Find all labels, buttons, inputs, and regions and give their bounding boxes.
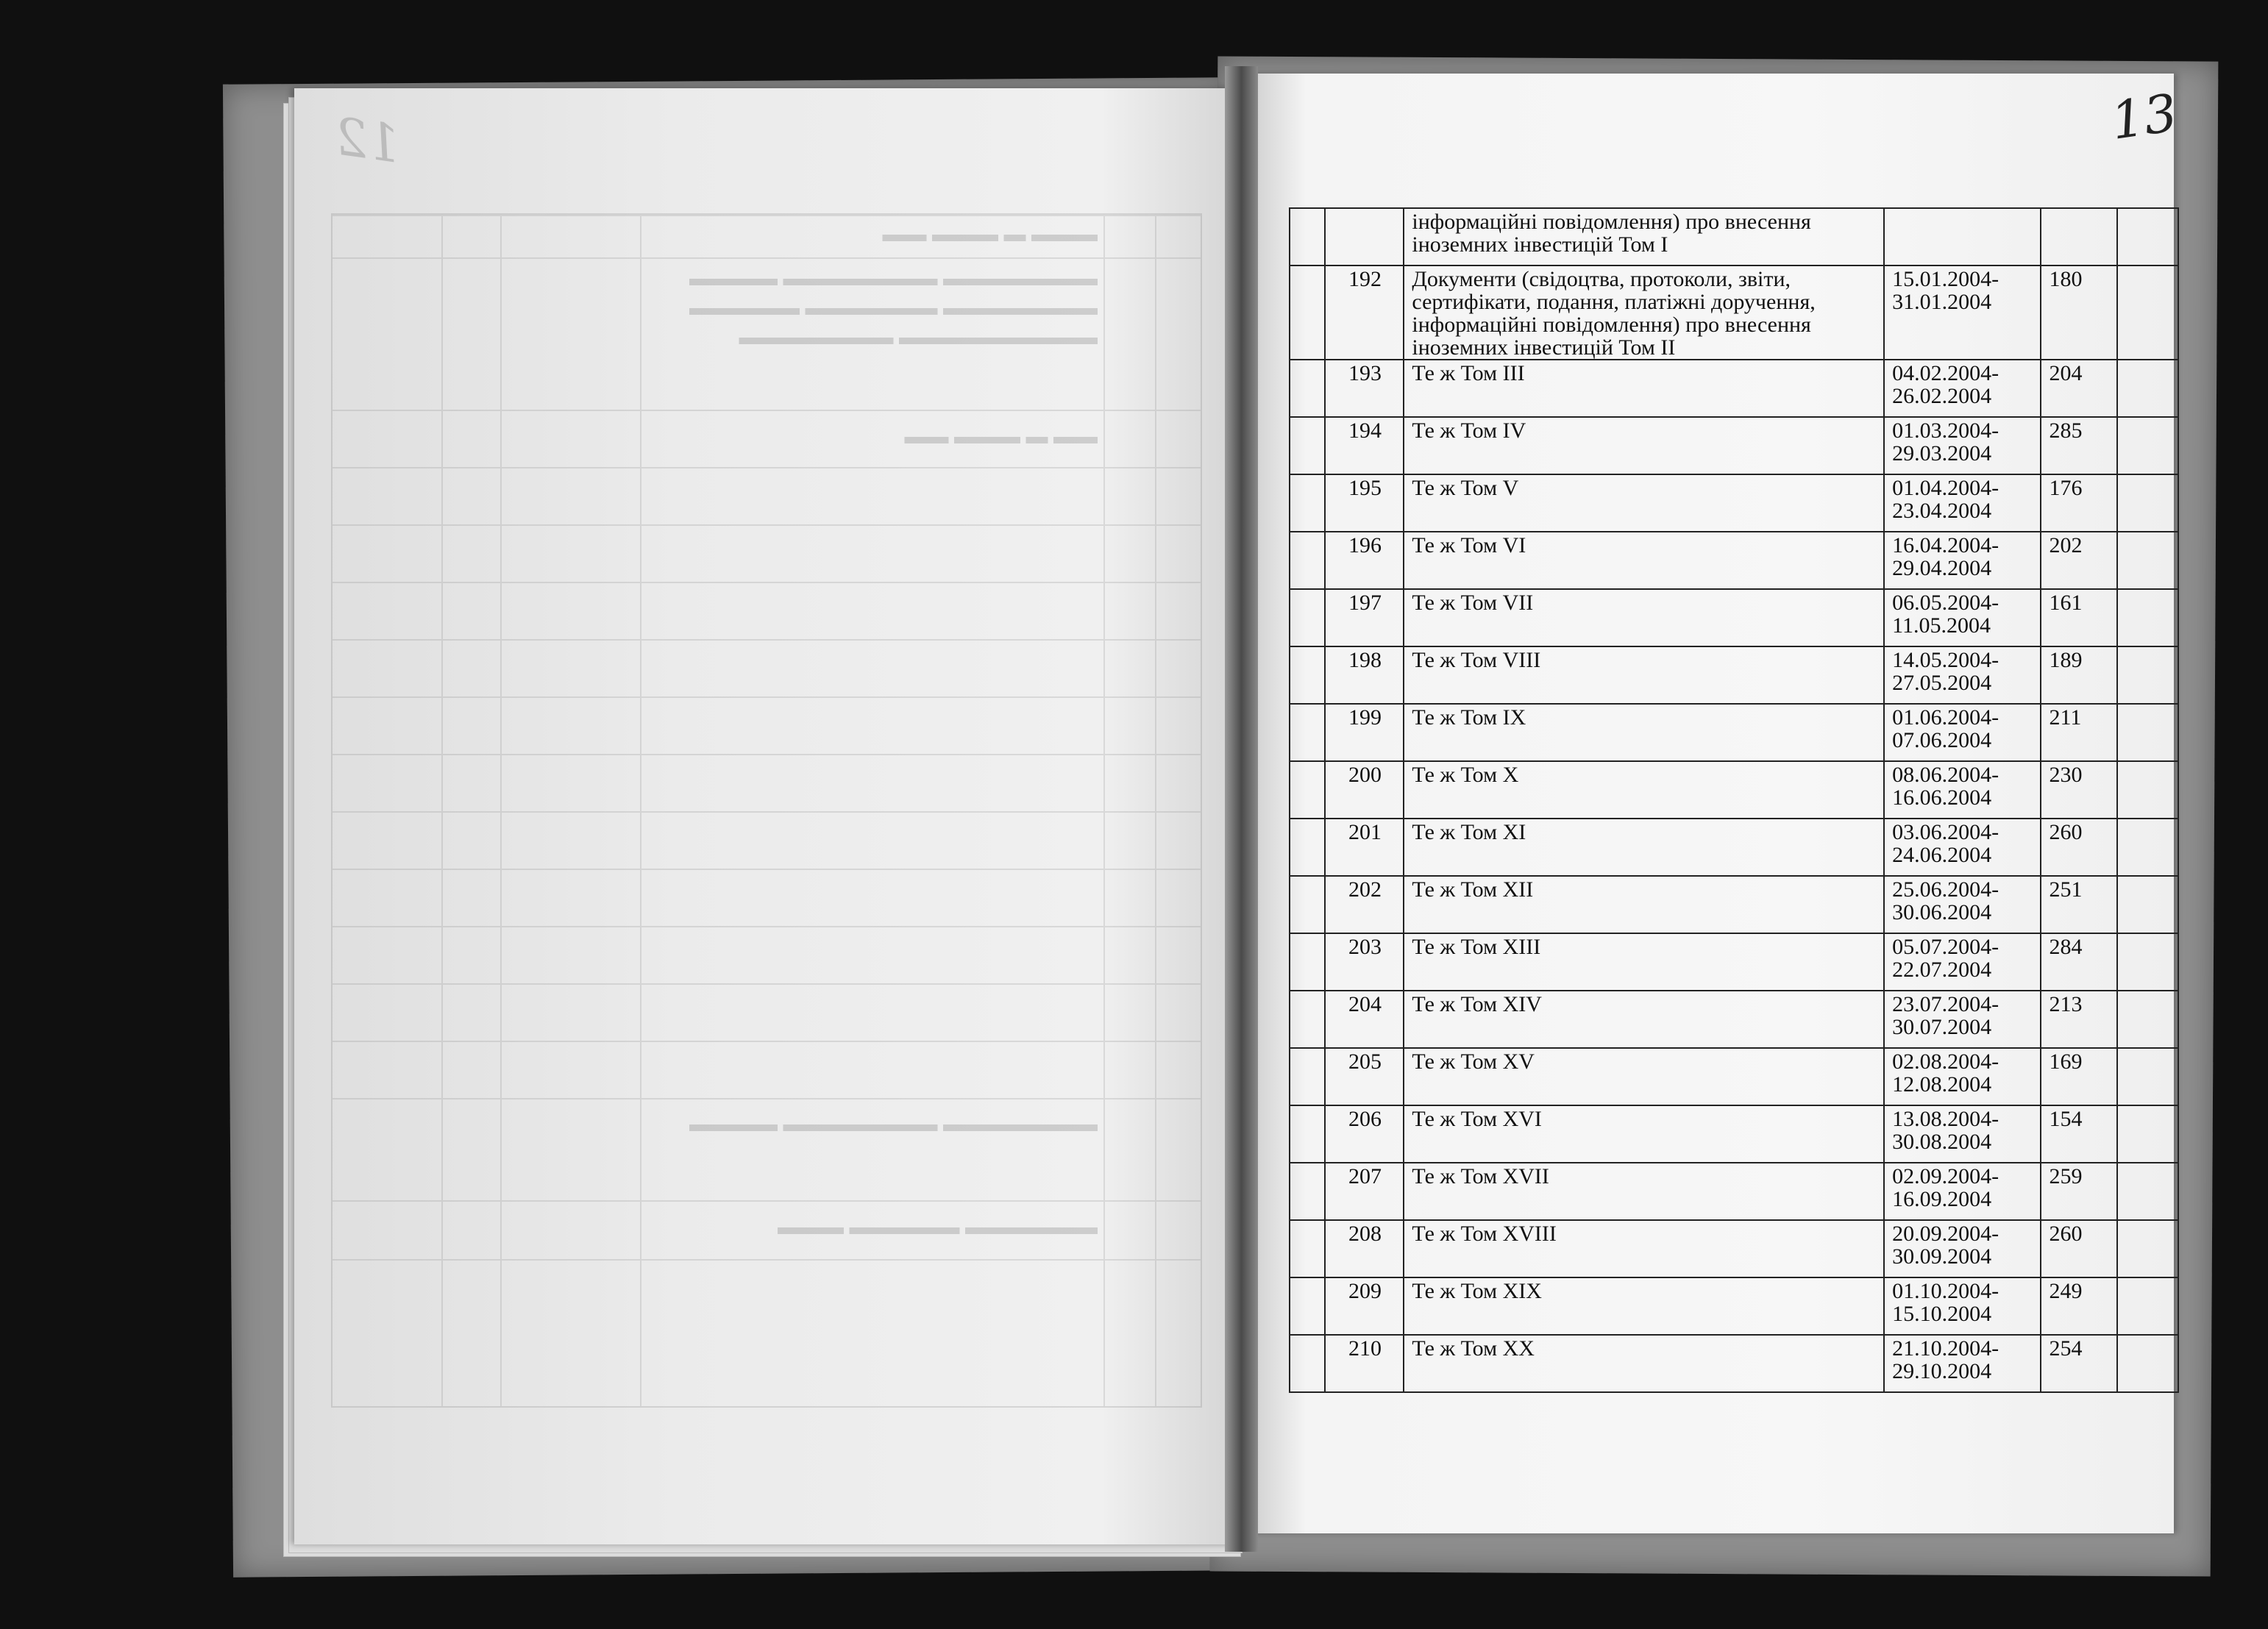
row-margin-cell: [1290, 1105, 1325, 1163]
row-description: Те ж Том XI: [1404, 819, 1884, 876]
row-notes-cell: [2117, 265, 2178, 360]
row-description: Те ж Том XVIII: [1404, 1220, 1884, 1277]
row-notes-cell: [2117, 208, 2178, 265]
table-row: [1290, 532, 2178, 589]
row-notes-cell: [2117, 1277, 2178, 1335]
row-page-count: 251: [2041, 876, 2117, 933]
row-page-count: 204: [2041, 360, 2117, 417]
row-description: Те ж Том XIV: [1404, 991, 1884, 1048]
row-page-count: 169: [2041, 1048, 2117, 1105]
row-notes-cell: [2117, 704, 2178, 761]
row-page-count: 259: [2041, 1163, 2117, 1220]
row-dates: 21.10.2004- 29.10.2004: [1884, 1335, 2041, 1392]
row-description: Те ж Том III: [1404, 360, 1884, 417]
row-notes-cell: [2117, 417, 2178, 474]
row-page-count: 249: [2041, 1277, 2117, 1335]
row-margin-cell: [1290, 532, 1325, 589]
row-number: 197: [1325, 589, 1404, 646]
row-notes-cell: [2117, 819, 2178, 876]
table-row: [1290, 589, 2178, 646]
table-row: [1290, 417, 2178, 474]
row-description: Те ж Том XVII: [1404, 1163, 1884, 1220]
row-number: 194: [1325, 417, 1404, 474]
row-notes-cell: [2117, 646, 2178, 704]
row-number: 192: [1325, 265, 1404, 360]
row-page-count: 254: [2041, 1335, 2117, 1392]
row-margin-cell: [1290, 704, 1325, 761]
row-notes-cell: [2117, 933, 2178, 991]
row-description: Те ж Том XII: [1404, 876, 1884, 933]
row-dates: 01.04.2004- 23.04.2004: [1884, 474, 2041, 532]
row-dates: 23.07.2004- 30.07.2004: [1884, 991, 2041, 1048]
row-description: Те ж Том XX: [1404, 1335, 1884, 1392]
table-row: [1290, 208, 2178, 265]
row-dates: [1884, 208, 2041, 265]
row-dates: 08.06.2004- 16.06.2004: [1884, 761, 2041, 819]
row-number: 203: [1325, 933, 1404, 991]
row-page-count: 189: [2041, 646, 2117, 704]
row-dates: 01.10.2004- 15.10.2004: [1884, 1277, 2041, 1335]
row-number: 193: [1325, 360, 1404, 417]
row-number: 204: [1325, 991, 1404, 1048]
row-page-count: 260: [2041, 1220, 2117, 1277]
row-notes-cell: [2117, 589, 2178, 646]
row-number: 199: [1325, 704, 1404, 761]
row-description: Те ж Том IV: [1404, 417, 1884, 474]
row-description: інформаційні повідомлення) про внесення іноземних інвестицій Том I: [1404, 208, 1884, 265]
table-row: [1290, 933, 2178, 991]
table-row: [1290, 819, 2178, 876]
row-page-count: 211: [2041, 704, 2117, 761]
row-page-count: 161: [2041, 589, 2117, 646]
folio-number-right: 13: [2107, 82, 2181, 152]
row-page-count: 202: [2041, 532, 2117, 589]
row-notes-cell: [2117, 532, 2178, 589]
row-number: 195: [1325, 474, 1404, 532]
row-page-count: 285: [2041, 417, 2117, 474]
row-description: Те ж Том V: [1404, 474, 1884, 532]
row-margin-cell: [1290, 876, 1325, 933]
book-gutter: [1225, 66, 1258, 1552]
row-dates: 06.05.2004- 11.05.2004: [1884, 589, 2041, 646]
row-number: [1325, 208, 1404, 265]
row-margin-cell: [1290, 1220, 1325, 1277]
row-dates: 16.04.2004- 29.04.2004: [1884, 532, 2041, 589]
row-description: Те ж Том VIII: [1404, 646, 1884, 704]
row-page-count: 260: [2041, 819, 2117, 876]
row-dates: 20.09.2004- 30.09.2004: [1884, 1220, 2041, 1277]
row-description: Те ж Том X: [1404, 761, 1884, 819]
row-description: Те ж Том VI: [1404, 532, 1884, 589]
row-margin-cell: [1290, 1163, 1325, 1220]
row-dates: 15.01.2004- 31.01.2004: [1884, 265, 2041, 360]
table-row: [1290, 1048, 2178, 1105]
row-margin-cell: [1290, 991, 1325, 1048]
table-row: [1290, 704, 2178, 761]
row-dates: 04.02.2004- 26.02.2004: [1884, 360, 2041, 417]
row-number: 205: [1325, 1048, 1404, 1105]
row-notes-cell: [2117, 761, 2178, 819]
row-notes-cell: [2117, 1220, 2178, 1277]
row-page-count: 230: [2041, 761, 2117, 819]
row-margin-cell: [1290, 933, 1325, 991]
row-number: 201: [1325, 819, 1404, 876]
row-number: 208: [1325, 1220, 1404, 1277]
table-row: [1290, 1105, 2178, 1163]
row-number: 207: [1325, 1163, 1404, 1220]
row-margin-cell: [1290, 265, 1325, 360]
row-number: 206: [1325, 1105, 1404, 1163]
row-margin-cell: [1290, 360, 1325, 417]
row-description: Те ж Том XIII: [1404, 933, 1884, 991]
table-row: [1290, 876, 2178, 933]
row-margin-cell: [1290, 819, 1325, 876]
row-dates: 05.07.2004- 22.07.2004: [1884, 933, 2041, 991]
row-notes-cell: [2117, 1163, 2178, 1220]
row-page-count: 180: [2041, 265, 2117, 360]
row-description: Те ж Том IX: [1404, 704, 1884, 761]
row-notes-cell: [2117, 876, 2178, 933]
table-row: [1290, 1335, 2178, 1392]
row-description: Те ж Том XV: [1404, 1048, 1884, 1105]
row-page-count: 176: [2041, 474, 2117, 532]
row-dates: 03.06.2004- 24.06.2004: [1884, 819, 2041, 876]
row-number: 198: [1325, 646, 1404, 704]
table-row: [1290, 1163, 2178, 1220]
row-notes-cell: [2117, 474, 2178, 532]
row-notes-cell: [2117, 360, 2178, 417]
row-dates: 01.03.2004- 29.03.2004: [1884, 417, 2041, 474]
row-dates: 02.09.2004- 16.09.2004: [1884, 1163, 2041, 1220]
table-row: [1290, 360, 2178, 417]
row-number: 210: [1325, 1335, 1404, 1392]
inventory-table: [1289, 207, 2179, 1393]
table-row: [1290, 761, 2178, 819]
row-dates: 25.06.2004- 30.06.2004: [1884, 876, 2041, 933]
row-margin-cell: [1290, 646, 1325, 704]
row-number: 209: [1325, 1277, 1404, 1335]
row-margin-cell: [1290, 417, 1325, 474]
row-description: Те ж Том VII: [1404, 589, 1884, 646]
row-number: 196: [1325, 532, 1404, 589]
table-row: [1290, 474, 2178, 532]
table-row: [1290, 646, 2178, 704]
folio-number-left: 12: [330, 106, 405, 175]
row-dates: 13.08.2004- 30.08.2004: [1884, 1105, 2041, 1163]
row-margin-cell: [1290, 1277, 1325, 1335]
row-margin-cell: [1290, 761, 1325, 819]
row-notes-cell: [2117, 1048, 2178, 1105]
left-page-show-through: ▬▬▬ ▬ ▬▬▬ ▬▬ ▬▬▬▬▬▬▬ ▬▬▬▬▬▬▬ ▬▬▬▬ ▬▬▬▬▬▬▬ ▬▬▬▬▬▬ ▬▬▬▬▬ ▬▬▬▬▬▬▬▬▬ ▬▬▬▬▬▬▬ ▬▬ ▬ ▬▬▬ ▬▬ ▬▬▬▬▬▬▬ ▬▬▬▬▬▬▬ ▬▬▬▬ ▬▬▬▬▬▬ ▬▬▬▬▬ ▬▬▬: [331, 213, 1202, 1408]
row-margin-cell: [1290, 589, 1325, 646]
row-description: Те ж Том XVI: [1404, 1105, 1884, 1163]
row-page-count: 154: [2041, 1105, 2117, 1163]
row-number: 200: [1325, 761, 1404, 819]
row-margin-cell: [1290, 1048, 1325, 1105]
table-row: [1290, 1220, 2178, 1277]
row-number: 202: [1325, 876, 1404, 933]
row-dates: 01.06.2004- 07.06.2004: [1884, 704, 2041, 761]
row-page-count: [2041, 208, 2117, 265]
table-row: [1290, 1277, 2178, 1335]
table-row: [1290, 991, 2178, 1048]
row-margin-cell: [1290, 474, 1325, 532]
row-dates: 02.08.2004- 12.08.2004: [1884, 1048, 2041, 1105]
row-notes-cell: [2117, 1105, 2178, 1163]
row-description: Те ж Том XIX: [1404, 1277, 1884, 1335]
row-dates: 14.05.2004- 27.05.2004: [1884, 646, 2041, 704]
row-notes-cell: [2117, 991, 2178, 1048]
row-page-count: 284: [2041, 933, 2117, 991]
row-notes-cell: [2117, 1335, 2178, 1392]
row-margin-cell: [1290, 1335, 1325, 1392]
row-description: Документи (свідоцтва, протоколи, звіти, сертифікати, подання, платіжні доручення, інформаційні повідомлення) про внесення іноземних інвестицій Том II: [1404, 265, 1884, 360]
table-row: [1290, 265, 2178, 360]
row-margin-cell: [1290, 208, 1325, 265]
row-page-count: 213: [2041, 991, 2117, 1048]
